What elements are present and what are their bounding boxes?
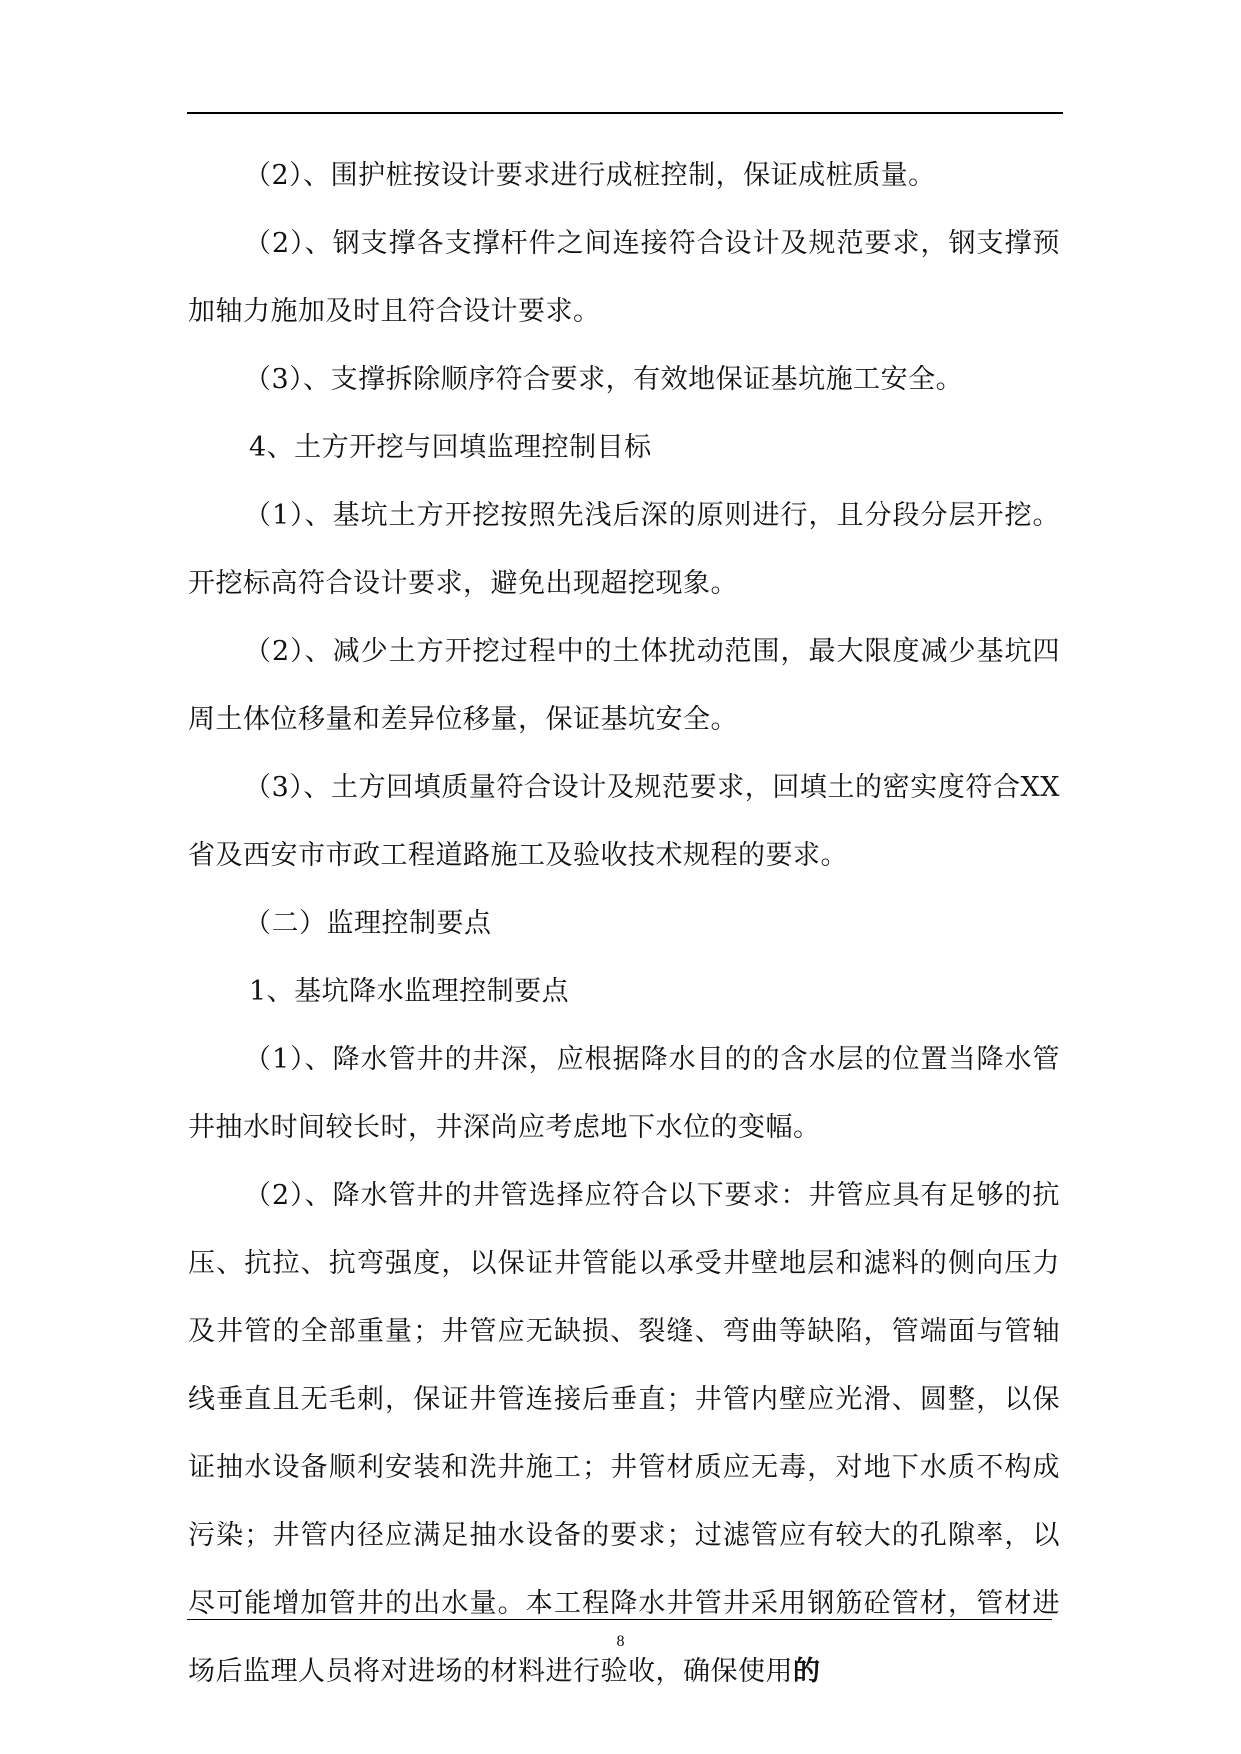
paragraph: （2）、围护桩按设计要求进行成桩控制，保证成桩质量。 (244, 160, 936, 191)
paragraph: （3）、土方回填质量符合设计及规范要求，回填土的密实度符合XX省及西安市市政工程道路施工及验收技术规程的要求。 (188, 772, 1060, 871)
paragraph: （1）、降水管井的井深，应根据降水目的的含水层的位置当降水管井抽水时间较长时，井深尚应考虑地下水位的变幅。 (188, 1044, 1060, 1143)
paragraph: （1）、基坑土方开挖按照先浅后深的原则进行，且分段分层开挖。开挖标高符合设计要求，避免出现超挖现象。 (188, 500, 1060, 599)
header-rule (187, 112, 1063, 114)
document-body (188, 142, 1060, 1706)
section-heading: 4、土方开挖与回填监理控制目标 (249, 432, 652, 463)
paragraph-last (188, 1162, 1060, 1706)
paragraph: （2）、减少土方开挖过程中的土体扰动范围，最大限度减少基坑四周土体位移量和差异位移量，保证基坑安全。 (188, 636, 1060, 735)
section-heading: 1、基坑降水监理控制要点 (249, 976, 570, 1007)
footer-rule (187, 1619, 1052, 1620)
section-heading: （二）监理控制要点 (244, 908, 492, 939)
paragraph: （2）、钢支撑各支撑杆件之间连接符合设计及规范要求，钢支撑预加轴力施加及时且符合设计要求。 (188, 228, 1060, 327)
page-number: 8 (616, 1633, 625, 1650)
paragraph-text: （2）、降水管井的井管选择应符合以下要求：井管应具有足够的抗压、抗拉、抗弯强度，以保证井管能以承受井壁地层和滤料的侧向压力及井管的全部重量；井管应无缺损、裂缝、弯曲等缺陷，管端面与管轴线垂直且无毛刺，保证井管连接后垂直；井管内壁应光滑、圆整，以保证抽水设备顺利安装和洗井施工；井管材质应无毒，对地下水质不构成污染；井管内径应满足抽水设备的要求；过滤管应有较大的孔隙率，以尽可能增加管井的出水量。本工程降水井管井采用钢筋砼管材，管材进场后监理人员将对进场的材料进行验收，确保使用 (188, 1180, 1060, 1687)
paragraph: （3）、支撑拆除顺序符合要求，有效地保证基坑施工安全。 (244, 364, 964, 395)
bold-text: 的 (793, 1656, 821, 1687)
